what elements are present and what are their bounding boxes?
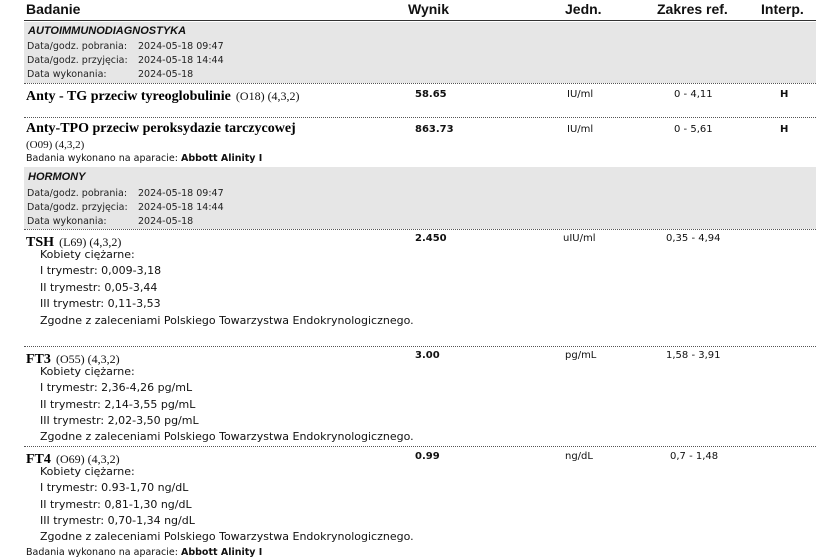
section-autoimmunodiagnostyka xyxy=(24,22,816,83)
test-unit: uIU/ml xyxy=(563,233,596,244)
note-line: II trymestr: 0,81-1,30 ng/dL xyxy=(40,498,192,511)
test-code: (O69) (4,3,2) xyxy=(55,452,120,466)
test-unit: IU/ml xyxy=(567,124,594,135)
execution-date: 2024-05-18 xyxy=(138,69,194,80)
test-ref-range: 1,58 - 3,91 xyxy=(666,350,721,361)
note-line: I trymestr: 0,009-3,18 xyxy=(40,264,162,277)
row-divider xyxy=(24,446,816,447)
receipt-date-label: Data/godz. przyjęcia: xyxy=(27,202,128,213)
note-line: Kobiety ciężarne: xyxy=(40,248,135,261)
execution-date-label: Data wykonania: xyxy=(27,216,107,227)
test-unit: IU/ml xyxy=(567,89,594,100)
execution-date: 2024-05-18 xyxy=(138,216,194,227)
test-value: 58.65 xyxy=(415,89,447,100)
test-ref-range: 0,7 - 1,48 xyxy=(670,451,719,462)
note-line: I trymestr: 2,36-4,26 pg/mL xyxy=(40,381,193,394)
apparatus-name: Abbott Alinity I xyxy=(180,547,263,558)
note-line: Zgodne z zaleceniami Polskiego Towarzystwa Endokrynologicznego. xyxy=(40,530,414,543)
section-title: AUTOIMMUNODIAGNOSTYKA xyxy=(28,25,187,37)
header-interp: Interp. xyxy=(761,1,804,17)
test-code: (O18) (4,3,2) xyxy=(235,89,300,103)
test-name: Anty-TPO przeciw peroksydazie tarczycowej xyxy=(26,121,296,136)
header-badanie: Badanie xyxy=(26,1,81,17)
header-divider xyxy=(24,20,816,21)
note-line: Zgodne z zaleceniami Polskiego Towarzystwa Endokrynologicznego. xyxy=(40,314,414,327)
test-name: FT4 xyxy=(26,452,51,467)
row-divider xyxy=(24,117,816,118)
apparatus-note xyxy=(26,547,262,558)
collection-date: 2024-05-18 09:47 xyxy=(138,41,224,52)
collection-date-label: Data/godz. pobrania: xyxy=(27,41,128,52)
test-unit: pg/mL xyxy=(565,350,597,361)
header-jedn: Jedn. xyxy=(565,1,602,17)
apparatus-name: Abbott Alinity I xyxy=(180,153,263,164)
note-line: I trymestr: 0.93-1,70 ng/dL xyxy=(40,481,189,494)
apparatus-label: Badania wykonano na aparacie: xyxy=(26,547,178,558)
section-title: HORMONY xyxy=(28,171,86,183)
row-divider xyxy=(24,229,816,230)
test-ref-range: 0 - 5,61 xyxy=(674,124,713,135)
row-divider xyxy=(24,83,816,84)
row-divider xyxy=(24,346,816,347)
receipt-date: 2024-05-18 14:44 xyxy=(138,55,224,66)
note-line: II trymestr: 0,05-3,44 xyxy=(40,281,158,294)
note-line: Zgodne z zaleceniami Polskiego Towarzystwa Endokrynologicznego. xyxy=(40,430,414,443)
test-ref-range: 0 - 4,11 xyxy=(674,89,713,100)
receipt-date: 2024-05-18 14:44 xyxy=(138,202,224,213)
test-value: 2.450 xyxy=(415,233,447,244)
receipt-date-label: Data/godz. przyjęcia: xyxy=(27,55,128,66)
execution-date-label: Data wykonania: xyxy=(27,69,107,80)
test-ref-range: 0,35 - 4,94 xyxy=(666,233,721,244)
test-anty-tg xyxy=(26,85,300,105)
note-line: Kobiety ciężarne: xyxy=(40,365,135,378)
test-value: 3.00 xyxy=(415,350,440,361)
test-interp-flag: H xyxy=(780,124,789,135)
test-code: (O09) (4,3,2) xyxy=(26,139,85,151)
note-line: III trymestr: 0,70-1,34 ng/dL xyxy=(40,514,195,527)
test-value: 863.73 xyxy=(415,124,454,135)
collection-date: 2024-05-18 09:47 xyxy=(138,188,224,199)
note-line: II trymestr: 2,14-3,55 pg/mL xyxy=(40,398,196,411)
note-line: III trymestr: 2,02-3,50 pg/mL xyxy=(40,414,199,427)
section-hormony xyxy=(24,167,816,229)
test-code: (O55) (4,3,2) xyxy=(55,352,120,366)
header-zakres: Zakres ref. xyxy=(657,1,728,17)
test-code: (L69) (4,3,2) xyxy=(59,235,122,249)
test-interp-flag: H xyxy=(780,89,789,100)
test-value: 0.99 xyxy=(415,451,440,462)
apparatus-note xyxy=(26,153,262,164)
collection-date-label: Data/godz. pobrania: xyxy=(27,188,128,199)
test-name: Anty - TG przeciw tyreoglobulinie xyxy=(26,89,231,104)
test-name: TSH xyxy=(26,235,55,250)
test-unit: ng/dL xyxy=(565,451,593,462)
apparatus-label: Badania wykonano na aparacie: xyxy=(26,153,178,164)
test-name: FT3 xyxy=(26,352,51,367)
note-line: III trymestr: 0,11-3,53 xyxy=(40,297,161,310)
note-line: Kobiety ciężarne: xyxy=(40,465,135,478)
header-wynik: Wynik xyxy=(408,1,449,17)
